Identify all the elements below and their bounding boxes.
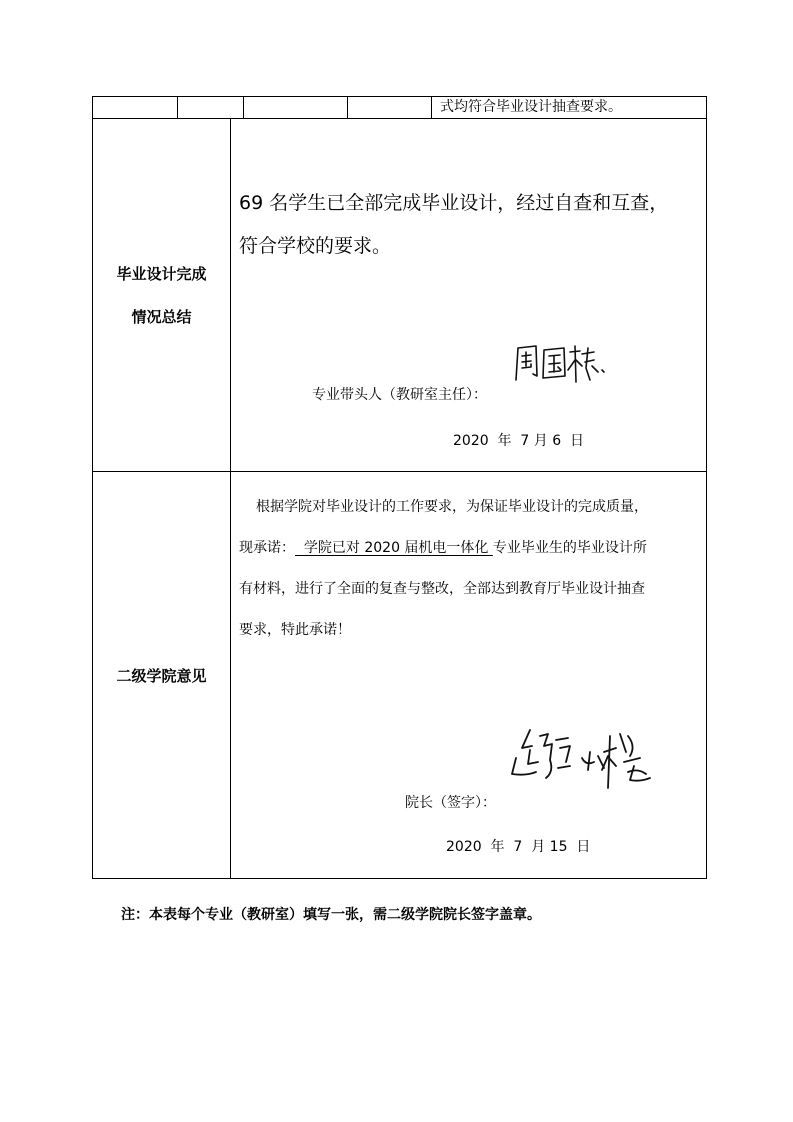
college-para-line3: 有材料，进行了全面的复查与整改，全部达到教育厅毕业设计抽查 bbox=[239, 581, 645, 597]
summary-label-line1: 毕业设计完成 bbox=[116, 265, 207, 283]
college-para-line2 bbox=[239, 537, 647, 557]
table-border-bottom bbox=[92, 878, 707, 879]
summary-date: 2020 年 7 月 6 日 bbox=[453, 433, 585, 449]
summary-signer-label: 专业带头人（教研室主任）： bbox=[312, 387, 487, 403]
commitment-suffix: 专业毕业生的毕业设计所 bbox=[492, 540, 647, 556]
commitment-underlined-text: 学院已对 2020 届机电一体化 bbox=[295, 540, 493, 556]
table-row-divider-2 bbox=[92, 471, 707, 472]
table-label-column-divider bbox=[230, 118, 231, 878]
dean-signature bbox=[508, 722, 658, 800]
footnote: 注：本表每个专业（教研室）填写一张，需二级学院院长签字盖章。 bbox=[121, 907, 541, 923]
top-row-divider-2 bbox=[243, 96, 244, 118]
commitment-prefix: 现承诺： bbox=[239, 540, 295, 556]
summary-statement-line2: 符合学校的要求。 bbox=[239, 235, 392, 257]
table-border-top bbox=[92, 96, 707, 97]
major-leader-signature bbox=[510, 338, 610, 390]
college-date: 2020 年 7 月 15 日 bbox=[446, 839, 591, 855]
table-border-right bbox=[706, 96, 707, 879]
top-row-divider-4 bbox=[431, 96, 432, 118]
college-para-line4: 要求，特此承诺！ bbox=[239, 622, 351, 638]
summary-label-line2: 情况总结 bbox=[131, 308, 192, 326]
college-opinion-label: 二级学院意见 bbox=[116, 667, 207, 685]
dean-signer-label: 院长（签字）： bbox=[405, 795, 496, 811]
table-row-divider-1 bbox=[92, 118, 707, 119]
top-row-divider-3 bbox=[347, 96, 348, 118]
top-row-text: 式均符合毕业设计抽查要求。 bbox=[440, 99, 622, 115]
college-para-line1: 根据学院对毕业设计的工作要求，为保证毕业设计的完成质量， bbox=[256, 499, 648, 515]
top-row-divider-1 bbox=[177, 96, 178, 118]
summary-statement-line1: 69 名学生已全部完成毕业设计，经过自查和互查， bbox=[239, 192, 669, 214]
table-border-left bbox=[92, 96, 93, 879]
